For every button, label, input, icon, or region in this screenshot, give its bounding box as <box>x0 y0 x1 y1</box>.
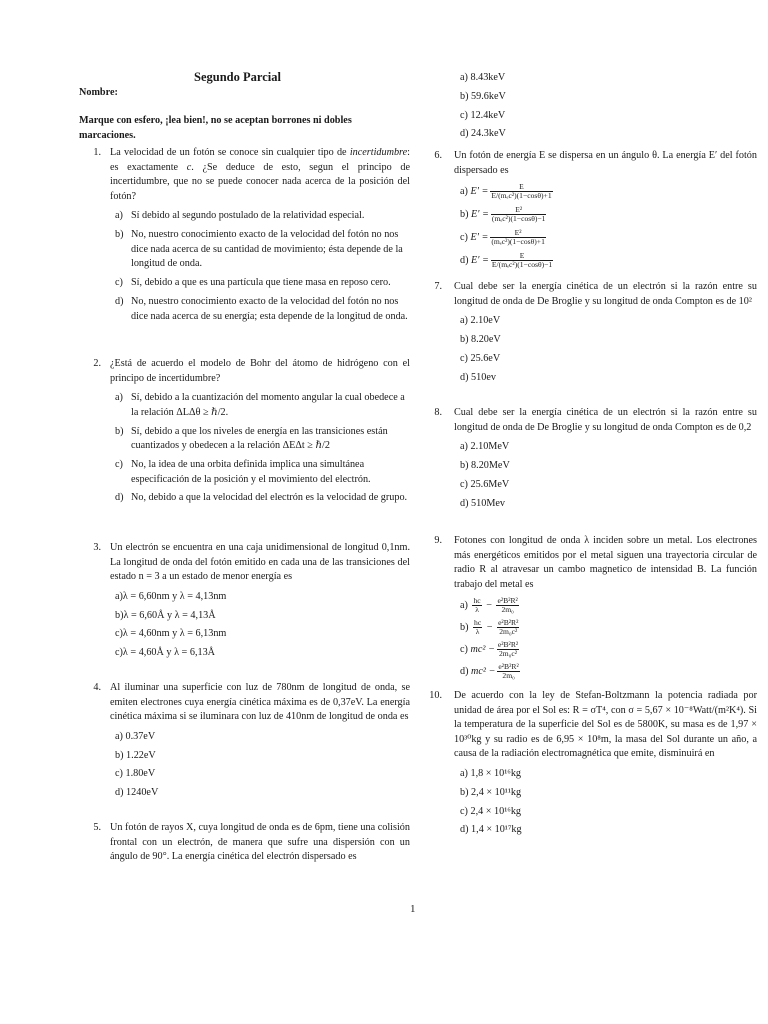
question-8 <box>427 406 757 515</box>
fraction-denominator: 2m₀ <box>502 671 515 681</box>
question-number: 7. <box>434 281 442 292</box>
option-label: d) <box>115 492 124 504</box>
fraction-denominator: E/(mₑc²)(1−cosθ)+1 <box>491 191 552 201</box>
option-item <box>79 730 410 745</box>
option-label: d) <box>115 787 124 799</box>
question-number: 8. <box>434 407 442 418</box>
option-text: 59.6keV <box>471 90 506 102</box>
question-text: Al iluminar una superficie con luz de 780nm de longitud de onda, se emiten electrones cuya energía cinética máxima es de 0,37eV. La energía cinética máxima si se iluminara con luz de 410nm de longitud de onda es <box>110 682 410 723</box>
option-label: a) <box>460 767 468 779</box>
fraction <box>491 252 553 269</box>
options <box>79 590 410 661</box>
question-number: 5. <box>93 822 101 833</box>
fraction <box>491 206 547 223</box>
question-number: 1. <box>93 147 101 158</box>
option-text: λ = 6,60Å y λ = 4,13Å <box>123 609 216 621</box>
options <box>427 71 757 142</box>
option-item <box>79 458 410 487</box>
fraction-numerator: hc <box>473 596 481 606</box>
option-text: 1.80eV <box>125 768 156 780</box>
options <box>427 767 757 838</box>
option-label: a) <box>115 730 123 742</box>
question-1 <box>79 146 410 328</box>
option-text: 8.43keV <box>470 72 506 83</box>
fraction-numerator: E <box>491 252 553 261</box>
question-number: 10. <box>429 690 442 701</box>
option-item <box>79 767 410 782</box>
option-text: 0.37eV <box>125 730 156 742</box>
option-lhs: E′ = <box>471 209 489 221</box>
fraction <box>472 597 481 614</box>
option-label: c) <box>460 232 468 244</box>
fraction-numerator: E <box>490 183 552 192</box>
option-label: d) <box>460 497 469 509</box>
option-label: a) <box>460 315 468 327</box>
fraction-numerator: e²B²R² <box>497 596 518 606</box>
option-text: 8.20eV <box>471 333 501 345</box>
fraction-numerator: e²B²R² <box>498 662 519 672</box>
option-label: b) <box>115 425 124 437</box>
question-text: Un fotón de rayos X, cuya longitud de onda es de 6pm, tiene una colisión frontal con un electrón, de manera que sufre una dispersión con un ángulo de 90°. La energía cinética del electrón dispersado es <box>110 822 410 863</box>
nombre-label: Nombre: <box>79 87 118 98</box>
option-item <box>79 425 410 454</box>
option-label: b) <box>460 209 469 221</box>
option-label: c) <box>460 644 468 656</box>
fraction-denominator: 2m₀ <box>501 605 514 615</box>
fraction <box>496 597 518 614</box>
option-label: c) <box>115 628 123 640</box>
option-item <box>79 749 410 764</box>
option-item: a) $\frac{hc}{\lambda}$ − $\frac{\text{e²B²R²}}{\text{2m₀}}$ <box>460 596 518 615</box>
option-text: 2.10MeV <box>470 441 510 453</box>
option-item <box>427 127 757 142</box>
option-lhs: E′ = <box>470 186 489 198</box>
option-text: No, nuestro conocimiento exacto de la velocidad del fotón no nos dice nada acerca de su cantidad de movimiento; ésta depende de la longitud de onda. <box>131 229 403 270</box>
option-text: λ = 4,60nm y λ = 6,13nm <box>122 628 227 640</box>
option-item <box>79 627 410 642</box>
option-label: d) <box>460 255 469 267</box>
option-item <box>427 459 757 474</box>
options <box>79 730 410 801</box>
option-label: c) <box>460 352 468 364</box>
option-text: 510ev <box>471 371 496 383</box>
option-item <box>427 478 757 493</box>
question-2 <box>79 357 410 510</box>
option-text: 1,4 × 10¹⁷kg <box>471 824 522 836</box>
option-label: c) <box>115 458 123 470</box>
options <box>79 391 410 506</box>
option-item <box>79 609 410 624</box>
option-label: d) <box>460 128 469 140</box>
option-item <box>427 497 757 512</box>
option-label: a) <box>460 441 468 453</box>
fraction <box>490 183 552 200</box>
fraction <box>490 229 546 246</box>
option-label: c) <box>115 277 123 289</box>
option-item <box>427 352 757 367</box>
option-item <box>79 491 410 506</box>
option-item <box>427 90 757 105</box>
option-item <box>427 641 757 658</box>
fraction-numerator: E² <box>490 229 546 238</box>
question-10 <box>427 689 757 842</box>
fraction <box>497 641 519 658</box>
option-text: λ = 4,60Å y λ = 6,13Å <box>122 647 216 659</box>
option-label: b) <box>460 333 469 345</box>
question-text: Fotones con longitud de onda λ inciden sobre un metal. Los electrones más energéticos emitidos por el metal siguen una trayectoria circular de radio R al atravesar un cambo magnetico de intensidad B. La función trabajo del metal es <box>454 535 757 590</box>
fraction-numerator: hc <box>474 618 482 628</box>
option-item <box>79 786 410 801</box>
option-text: 2.10eV <box>470 315 501 327</box>
question-5-options <box>427 66 757 146</box>
question-4 <box>79 681 410 805</box>
option-text: 12.4keV <box>470 109 506 121</box>
option-label: b) <box>460 622 469 634</box>
question-number: 4. <box>93 682 101 693</box>
fraction-numerator: e²B²R² <box>497 640 519 650</box>
option-text: 2,4 × 10¹¹kg <box>471 786 522 798</box>
option-item <box>427 805 757 820</box>
options <box>427 597 757 680</box>
option-item <box>427 767 757 782</box>
option-label: b) <box>460 459 469 471</box>
option-label: a) <box>460 72 468 83</box>
fraction <box>497 619 519 636</box>
question-text: Un fotón de energía E se dispersa en un ángulo θ. La energía E′ del fotón dispersado es <box>454 150 757 176</box>
option-label: a) <box>115 392 123 404</box>
option-prefix: mc² − <box>471 666 496 678</box>
option-item <box>427 206 757 223</box>
question-5 <box>79 821 410 865</box>
option-label: d) <box>460 824 469 836</box>
option-item <box>427 314 757 329</box>
fraction-denominator: 2m₀c² <box>499 627 518 637</box>
option-item <box>427 823 757 838</box>
option-text: 2,4 × 10¹⁶kg <box>470 805 522 817</box>
fraction <box>473 619 482 636</box>
instructions: Marque con esfero, ¡lea bien!, no se aceptan borrones ni dobles marcaciones. <box>79 115 352 141</box>
option-text: 510Mev <box>471 497 506 509</box>
question-text: Cual debe ser la energía cinética de un electrón si la razón entre su longitud de onda de De Broglie y su longitud de onda Compton es de 0,2 <box>454 407 757 433</box>
option-item <box>427 252 757 269</box>
option-label: c) <box>115 768 123 780</box>
option-item <box>427 663 757 680</box>
option-lhs: E′ = <box>470 232 489 244</box>
option-label: a) <box>115 590 123 602</box>
option-text: 8.20MeV <box>471 459 510 471</box>
option-item <box>79 590 410 605</box>
question-3 <box>79 541 410 665</box>
option-item <box>427 229 757 246</box>
option-text: 25.6eV <box>470 352 501 364</box>
option-prefix: mc² − <box>470 644 495 656</box>
question-number: 9. <box>434 535 442 546</box>
option-label: a) <box>115 210 123 222</box>
option-label: d) <box>460 666 469 678</box>
option-item: b) $\frac{hc}{\lambda}$ − $\frac{\text{e²B²R²}}{\text{2m₀c²}}$ <box>460 618 519 637</box>
fraction-denominator: λ <box>475 605 479 615</box>
question-text: ¿Está de acuerdo el modelo de Bohr del átomo de hidrógeno con el principo de incertidumbre? <box>110 358 410 384</box>
fraction-denominator: (mₑc²)(1−cosθ)−1 <box>491 214 546 224</box>
option-text: 1240eV <box>126 787 159 799</box>
fraction <box>497 663 519 680</box>
option-item <box>427 71 757 86</box>
option-label: c) <box>115 647 123 659</box>
option-item <box>79 209 410 224</box>
option-text: λ = 6,60nm y λ = 4,13nm <box>122 590 227 602</box>
question-text: Un electrón se encuentra en una caja unidimensional de longitud 0,1nm. La longitud de onda del fotón emitido en cada una de las transiciones del estado n = 3 a un estado de menor energía es <box>110 542 410 583</box>
fraction-numerator: e²B²R² <box>498 618 519 628</box>
option-text: Sí, debido a la cuantización del momento angular la cual obedece a la relación ΔLΔθ ≥ ℏ/2. <box>131 392 405 418</box>
options <box>427 314 757 385</box>
option-item <box>427 183 757 200</box>
options <box>427 183 757 269</box>
option-label: d) <box>115 295 124 307</box>
option-item <box>79 276 410 291</box>
option-lhs: E′ = <box>471 255 489 267</box>
fraction-numerator: E² <box>491 206 547 215</box>
option-item <box>427 371 757 386</box>
question-text: De acuerdo con la ley de Stefan-Boltzmann la potencia radiada por unidad de área por el Sol es: R = σT⁴, con σ = 5,67 × 10⁻⁸Watt/(m²K⁴). Si la temperatura de la superficie del Sol es de 5800K, su masa es de 1,97 × 10³⁰kg y su radio es de 6,95 × 10⁸m, la masa del Sol durante un año, a causa de la radiación electromagnética que emite, disminuirá en <box>454 690 757 760</box>
option-text: No, la idea de una orbita definida implica una simultánea especificación de la posición y el movimiento del electrón. <box>131 458 371 485</box>
option-item <box>79 228 410 272</box>
option-label: b) <box>460 786 469 798</box>
option-label: c) <box>460 478 468 490</box>
option-item <box>79 646 410 661</box>
option-label: b) <box>115 229 124 241</box>
question-text: La velocidad de un fotón se conoce sin cualquier tipo de incertidumbre: es exactamente c. ¿Se deduce de esto, segun el principo de incertidumbre, que no se puede conocer nada acerca de la posición del fotón? <box>110 147 410 202</box>
page-number: 1 <box>410 903 416 915</box>
option-text: No, nuestro conocimiento exacto de la velocidad del fotón no nos dice nada acerca de su energía; esta depende de la longitud de onda. <box>131 295 408 322</box>
option-text: 1.22eV <box>126 749 156 761</box>
question-number: 6. <box>434 150 442 161</box>
option-item <box>427 109 757 124</box>
fraction-denominator: 2m₀c² <box>499 649 517 659</box>
option-text: 25.6MeV <box>470 478 510 490</box>
option-item <box>427 440 757 455</box>
option-item <box>79 295 410 324</box>
option-label: a) <box>460 600 468 612</box>
option-text: No, debido a que la velocidad del electrón es la velocidad de grupo. <box>131 492 408 504</box>
option-label: d) <box>460 371 469 383</box>
option-item <box>427 333 757 348</box>
fraction-denominator: λ <box>475 627 480 637</box>
option-text: 1,8 × 10¹⁶kg <box>470 767 522 779</box>
option-text: Sí, debido a que es una partícula que tiene masa en reposo cero. <box>131 277 391 289</box>
fraction-denominator: E/(mₑc²)(1−cosθ)−1 <box>491 260 553 270</box>
question-6 <box>427 149 757 275</box>
question-number: 3. <box>93 542 101 553</box>
option-text: Sí, debido a que los niveles de energía en las transiciones están cuantizados y obedecen a la relación ΔEΔt ≥ ℏ/2 <box>131 425 388 452</box>
options <box>79 209 410 324</box>
question-text: Cual debe ser la energía cinética de un electrón si la razón entre su longitud de onda de De Broglie y su longitud de onda Compton es de 10² <box>454 281 757 307</box>
question-9 <box>427 534 757 685</box>
option-label: b) <box>115 609 124 621</box>
option-item <box>427 786 757 801</box>
option-label: b) <box>115 749 124 761</box>
option-label: c) <box>460 805 468 817</box>
fraction-denominator: (mₑc²)(1−cosθ)+1 <box>491 237 545 247</box>
option-text: Sí debido al segundo postulado de la relatividad especial. <box>131 210 365 222</box>
options <box>427 440 757 511</box>
option-label: c) <box>460 109 468 121</box>
page-title: Segundo Parcial <box>194 70 281 84</box>
question-7 <box>427 280 757 389</box>
option-label: a) <box>460 186 468 198</box>
option-text: 24.3keV <box>471 128 506 140</box>
option-item <box>79 391 410 420</box>
option-label: b) <box>460 90 469 102</box>
question-number: 2. <box>93 358 101 369</box>
